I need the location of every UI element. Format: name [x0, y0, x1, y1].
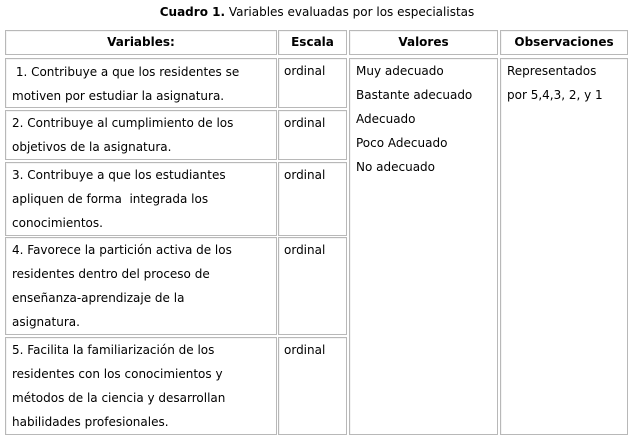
variable-line: habilidades profesionales.: [12, 415, 169, 429]
variable-cell: [5, 337, 277, 435]
observaciones-cell: [500, 58, 628, 435]
variable-line: enseñanza-aprendizaje de la: [12, 291, 185, 305]
table-caption: [0, 4, 634, 20]
variable-line: métodos de la ciencia y desarrollan: [12, 391, 226, 405]
escala-cell: ordinal: [278, 58, 347, 108]
header-observaciones: Observaciones: [500, 30, 628, 55]
variable-cell: [5, 162, 277, 236]
header-escala: Escala: [278, 30, 347, 55]
header-valores: Valores: [349, 30, 498, 55]
observacion-line: Representados: [507, 64, 597, 78]
variable-line: objetivos de la asignatura.: [12, 140, 172, 154]
variable-line: apliquen de forma integrada los: [12, 192, 209, 206]
variable-line: 1. Contribuye a que los residentes se: [12, 65, 240, 79]
variable-line: 3. Contribuye a que los estudiantes: [12, 168, 226, 182]
valor-item: Muy adecuado: [356, 64, 444, 78]
variable-line: 2. Contribuye al cumplimiento de los: [12, 116, 234, 130]
escala-cell: ordinal: [278, 110, 347, 160]
valor-item: Adecuado: [356, 112, 416, 126]
observacion-line: por 5,4,3, 2, y 1: [507, 88, 603, 102]
variable-cell: [5, 110, 277, 160]
variable-line: conocimientos.: [12, 216, 103, 230]
valor-item: Bastante adecuado: [356, 88, 473, 102]
escala-cell: ordinal: [278, 337, 347, 435]
valores-cell: [349, 58, 498, 435]
variable-cell: [5, 237, 277, 335]
variable-line: 5. Facilita la familiarización de los: [12, 343, 215, 357]
escala-cell: ordinal: [278, 162, 347, 236]
header-variables: Variables:: [5, 30, 277, 55]
variable-line: motiven por estudiar la asignatura.: [12, 89, 225, 103]
variable-cell: [5, 58, 277, 108]
variable-line: residentes con los conocimientos y: [12, 367, 223, 381]
variable-line: residentes dentro del proceso de: [12, 267, 210, 281]
variable-line: 4. Favorece la partición activa de los: [12, 243, 232, 257]
variable-line: asignatura.: [12, 315, 80, 329]
escala-cell: ordinal: [278, 237, 347, 335]
valor-item: Poco Adecuado: [356, 136, 448, 150]
caption-text: Variables evaluadas por los especialistas: [225, 5, 475, 19]
valor-item: No adecuado: [356, 160, 436, 174]
caption-number: Cuadro 1.: [159, 5, 226, 19]
